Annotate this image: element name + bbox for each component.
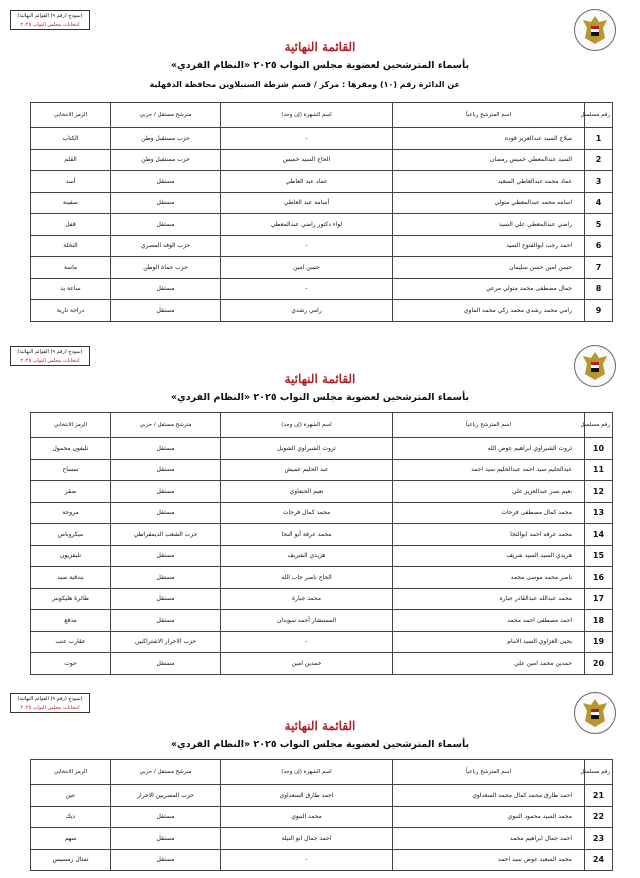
table-row	[31, 806, 613, 828]
cell-type: حزب الاحرار الاشتراكيين	[111, 631, 221, 653]
cell-name: احمد جمال ابراهيم محمد	[393, 828, 585, 850]
cell-fame: الحاج السيد خميس	[221, 149, 393, 171]
cell-fame: احمد طارق السعداوي	[221, 785, 393, 807]
table-row	[31, 459, 613, 481]
cell-symbol: ماسة	[31, 257, 111, 279]
cell-type: مستقل	[111, 806, 221, 828]
cell-fame: ثروت الشبراوي الشويل	[221, 438, 393, 460]
cell-fame: احمد جمال ابو النيلة	[221, 828, 393, 850]
cell-num: 18	[585, 610, 613, 632]
cell-name: يحيى الغزاوي السيد الامام	[393, 631, 585, 653]
cell-num: 17	[585, 588, 613, 610]
page-subtitle: بأسماء المترشحين لعضوية مجلس النواب ٢٠٢٥ «النظام الفردي»	[170, 739, 470, 750]
cell-num: 24	[585, 849, 613, 871]
header-symbol: الرمز الانتخابي	[31, 760, 111, 785]
cell-type: مستقل	[111, 192, 221, 214]
cell-num: 8	[585, 278, 613, 300]
cell-fame: رامي رشدي	[221, 300, 393, 322]
cell-type: حزب مستقبل وطن	[111, 128, 221, 150]
cell-name: عبدالحليم سيد احمد عبدالحليم سيد احمد	[393, 459, 585, 481]
cell-symbol: الكتاب	[31, 128, 111, 150]
cell-num: 6	[585, 235, 613, 257]
cell-name: حسن امين حسن سليمان	[393, 257, 585, 279]
model-box	[10, 693, 90, 713]
cell-num: 3	[585, 171, 613, 193]
cell-num: 12	[585, 481, 613, 503]
cell-fame: -	[221, 849, 393, 871]
cell-type: مستقل	[111, 171, 221, 193]
cell-num: 13	[585, 502, 613, 524]
cell-name: ناصر محمد موسى محمد	[393, 567, 585, 589]
cell-type: مستقل	[111, 567, 221, 589]
cell-type: حزب حماة الوطن	[111, 257, 221, 279]
table-row	[31, 235, 613, 257]
table-header-row	[31, 760, 613, 785]
table-row	[31, 438, 613, 460]
cell-type: مستقل	[111, 459, 221, 481]
table-row	[31, 300, 613, 322]
cell-fame: هريدي الشريف	[221, 545, 393, 567]
cell-type: حزب الوفد المصري	[111, 235, 221, 257]
header-name: اسم المترشح رباعياً	[393, 103, 585, 128]
cell-type: مستقل	[111, 438, 221, 460]
cell-symbol: تمثال رمسيس	[31, 849, 111, 871]
cell-symbol: مدفع	[31, 610, 111, 632]
cell-num: 21	[585, 785, 613, 807]
cell-symbol: صقر	[31, 481, 111, 503]
cell-fame: نعيم الحنفاوي	[221, 481, 393, 503]
header-fame: اسم الشهرة (إن وجد)	[221, 103, 393, 128]
cell-fame: محمد النبوي	[221, 806, 393, 828]
cell-symbol: تليفزيون	[31, 545, 111, 567]
cell-name: جمال مصطفى محمد متولي مرعي	[393, 278, 585, 300]
model-box-line2: انتخابات مجلس النواب ٢٠٢٥	[20, 22, 80, 28]
header-num: رقم مسلسل	[585, 760, 613, 785]
model-box-line2: انتخابات مجلس النواب ٢٠٢٥	[20, 358, 80, 364]
table-row	[31, 524, 613, 546]
cell-type: حزب مستقبل وطن	[111, 149, 221, 171]
table-row	[31, 545, 613, 567]
cell-name: السيد عبدالمعطي خميس رمضان	[393, 149, 585, 171]
table-row	[31, 785, 613, 807]
page-title: القائمة النهائية	[284, 719, 356, 733]
cell-type: مستقل	[111, 300, 221, 322]
cell-fame: -	[221, 631, 393, 653]
cell-symbol: القلم	[31, 149, 111, 171]
cell-num: 23	[585, 828, 613, 850]
cell-name: احمد طارق محمد كمال محمد السعداوي	[393, 785, 585, 807]
cell-num: 7	[585, 257, 613, 279]
header-type: مترشح مستقل / حزبي	[111, 103, 221, 128]
cell-fame: عبد الحليم عميش	[221, 459, 393, 481]
model-box-line1: (نموذج (رقم ٩) القوائم النهائية)	[17, 696, 83, 702]
cell-fame: محمد عرفة أبو النجا	[221, 524, 393, 546]
cell-symbol: طائرة هليكوبتر	[31, 588, 111, 610]
cell-name: محمد عرفه احمد ابوالنجا	[393, 524, 585, 546]
candidates-table	[30, 759, 613, 871]
table-row	[31, 631, 613, 653]
page-subtitle: بأسماء المترشحين لعضوية مجلس النواب ٢٠٢٥ «النظام الفردي»	[170, 60, 470, 71]
cell-name: احمد رجب ابوالفتوح السيد	[393, 235, 585, 257]
table-header-row	[31, 103, 613, 128]
cell-symbol: سهم	[31, 828, 111, 850]
cell-type: مستقل	[111, 278, 221, 300]
cell-symbol: أسد	[31, 171, 111, 193]
table-row	[31, 610, 613, 632]
cell-symbol: قفل	[31, 214, 111, 236]
cell-num: 4	[585, 192, 613, 214]
cell-fame: الحاج ناصر جاب الله	[221, 567, 393, 589]
cell-num: 2	[585, 149, 613, 171]
cell-name: ثروت الشبراوي ابراهيم عوض الله	[393, 438, 585, 460]
cell-fame: -	[221, 235, 393, 257]
cell-name: نعيم نصر عبدالعزيز علي	[393, 481, 585, 503]
cell-fame: -	[221, 128, 393, 150]
table-row	[31, 192, 613, 214]
cell-symbol: حوت	[31, 653, 111, 675]
cell-symbol: عقارب عنب	[31, 631, 111, 653]
cell-type: مستقل	[111, 653, 221, 675]
table-row	[31, 828, 613, 850]
table-row	[31, 588, 613, 610]
header-fame: اسم الشهرة (إن وجد)	[221, 760, 393, 785]
cell-type: مستقل	[111, 545, 221, 567]
table-row	[31, 567, 613, 589]
district-line: عن الدائرة رقم (١٠) ومقرها : مركز / قسم شرطة السنبلاوين محافظة الدقهلية	[149, 80, 460, 89]
cell-fame: المستشار أحمد سويدان	[221, 610, 393, 632]
page-title: القائمة النهائية	[284, 372, 356, 386]
table-row	[31, 171, 613, 193]
cell-type: حزب المصريين الاحرار	[111, 785, 221, 807]
table-row	[31, 149, 613, 171]
cell-type: مستقل	[111, 849, 221, 871]
cell-type: مستقل	[111, 481, 221, 503]
cell-fame: محمد كمال فرحات	[221, 502, 393, 524]
cell-fame: أسامة عبد العاطي	[221, 192, 393, 214]
header-symbol: الرمز الانتخابي	[31, 103, 111, 128]
cell-num: 11	[585, 459, 613, 481]
cell-type: مستقل	[111, 610, 221, 632]
header-num: رقم مسلسل	[585, 413, 613, 438]
table-row	[31, 653, 613, 675]
cell-symbol: بندقية صيد	[31, 567, 111, 589]
cell-type: حزب الشعب الديمقراطي	[111, 524, 221, 546]
table-row	[31, 128, 613, 150]
cell-type: مستقل	[111, 588, 221, 610]
cell-num: 16	[585, 567, 613, 589]
cell-symbol: ساعة يد	[31, 278, 111, 300]
cell-type: مستقل	[111, 828, 221, 850]
cell-num: 14	[585, 524, 613, 546]
cell-num: 22	[585, 806, 613, 828]
cell-type: مستقل	[111, 502, 221, 524]
header-name: اسم المترشح رباعياً	[393, 413, 585, 438]
table-row	[31, 278, 613, 300]
cell-symbol: ميكروباص	[31, 524, 111, 546]
cell-name: احمد مصطفى احمد محمد	[393, 610, 585, 632]
header-fame: اسم الشهرة (إن وجد)	[221, 413, 393, 438]
cell-name: هريدي السيد السيد شريف	[393, 545, 585, 567]
cell-fame: حسن امين	[221, 257, 393, 279]
table-row	[31, 257, 613, 279]
page-title: القائمة النهائية	[284, 40, 356, 54]
cell-symbol: ديك	[31, 806, 111, 828]
cell-num: 19	[585, 631, 613, 653]
page-subtitle: بأسماء المترشحين لعضوية مجلس النواب ٢٠٢٥ «النظام الفردي»	[170, 392, 470, 403]
cell-symbol: مروحة	[31, 502, 111, 524]
table-row	[31, 849, 613, 871]
cell-num: 10	[585, 438, 613, 460]
cell-num: 15	[585, 545, 613, 567]
model-box-line1: (نموذج (رقم ٩) القوائم النهائية)	[17, 13, 83, 19]
cell-num: 20	[585, 653, 613, 675]
cell-symbol: دراجة نارية	[31, 300, 111, 322]
table-header-row	[31, 413, 613, 438]
model-box-line1: (نموذج (رقم ٩) القوائم النهائية)	[17, 349, 83, 355]
header-num: رقم مسلسل	[585, 103, 613, 128]
cell-name: حمدين محمد امين علي	[393, 653, 585, 675]
cell-fame: محمد جبارة	[221, 588, 393, 610]
header-name: اسم المترشح رباعياً	[393, 760, 585, 785]
cell-name: راضي عبدالمعطي علي السيد	[393, 214, 585, 236]
cell-name: محمد السيد محمود النبوي	[393, 806, 585, 828]
cell-num: 1	[585, 128, 613, 150]
header-type: مترشح مستقل / حزبي	[111, 760, 221, 785]
model-box-line2: انتخابات مجلس النواب ٢٠٢٥	[20, 705, 80, 711]
model-box	[10, 346, 90, 366]
candidates-table	[30, 102, 613, 322]
cell-name: عماد محمد عبدالعاطي السعيد	[393, 171, 585, 193]
header-type: مترشح مستقل / حزبي	[111, 413, 221, 438]
cell-name: صلاح السيد عبدالعزيز فوده	[393, 128, 585, 150]
table-row	[31, 502, 613, 524]
cell-fame: لواء دكتور راضي عبدالمعطي	[221, 214, 393, 236]
cell-name: محمد السعيد عوض سيد احمد	[393, 849, 585, 871]
cell-num: 9	[585, 300, 613, 322]
candidates-table	[30, 412, 613, 675]
cell-name: اسامه محمد عبدالمعطي متولي	[393, 192, 585, 214]
cell-fame: حمدين امين	[221, 653, 393, 675]
table-row	[31, 481, 613, 503]
cell-name: محمد كمال مصطفى فرحات	[393, 502, 585, 524]
header-symbol: الرمز الانتخابي	[31, 413, 111, 438]
cell-symbol: تمساح	[31, 459, 111, 481]
cell-symbol: عين	[31, 785, 111, 807]
cell-num: 5	[585, 214, 613, 236]
cell-symbol: تليفون محمول	[31, 438, 111, 460]
cell-fame: -	[221, 278, 393, 300]
cell-symbol: النخلة	[31, 235, 111, 257]
cell-name: رامي محمد رشدي محمد زكي محمد الماوي	[393, 300, 585, 322]
cell-name: محمد عبدالله عبدالقادر جباره	[393, 588, 585, 610]
table-row	[31, 214, 613, 236]
cell-type: مستقل	[111, 214, 221, 236]
cell-fame: عماد عبد العاطي	[221, 171, 393, 193]
model-box	[10, 10, 90, 30]
cell-symbol: سفينة	[31, 192, 111, 214]
